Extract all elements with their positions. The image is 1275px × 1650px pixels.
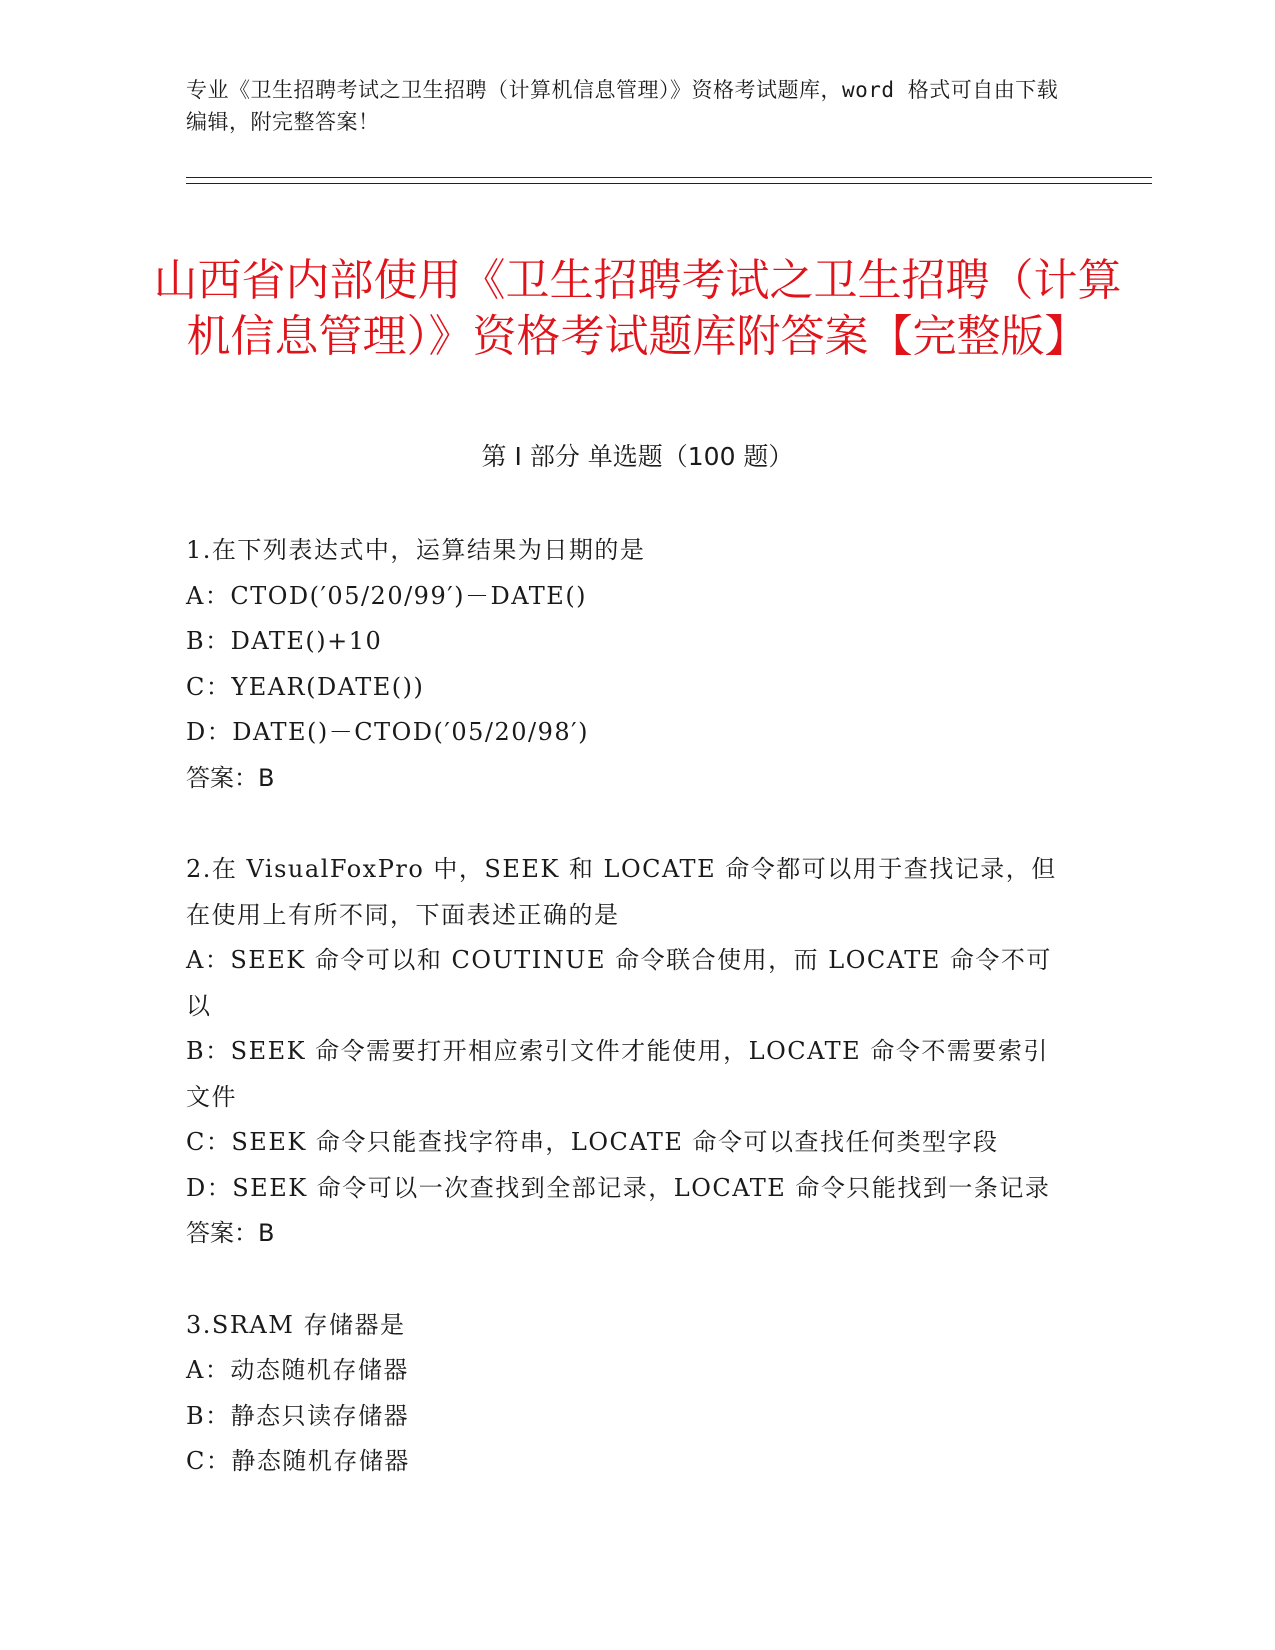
option-d: D：DATE()－CTOD(′05/20/98′) — [186, 718, 589, 746]
header-rule-bottom — [186, 183, 1152, 184]
answer: 答案：B — [186, 763, 275, 792]
option-b: B：SEEK 命令需要打开相应索引文件才能使用，LOCATE 命令不需要索引文件 — [186, 1037, 1049, 1111]
header-note: 专业《卫生招聘考试之卫生招聘（计算机信息管理）》资格考试题库，word 格式可自由下载编辑，附完整答案！ — [186, 78, 1059, 134]
header-rule-top — [186, 177, 1152, 178]
section-heading: 第 I 部分 单选题（100 题） — [481, 442, 794, 471]
option-b: B：DATE()+10 — [186, 627, 383, 655]
question-1 — [186, 528, 1066, 801]
option-a: A：动态随机存储器 — [186, 1356, 409, 1384]
question-list — [186, 528, 1066, 1531]
question-3 — [186, 1303, 1066, 1485]
option-c: C：YEAR(DATE()) — [186, 672, 425, 701]
answer: 答案：B — [186, 1219, 275, 1247]
question-stem: 2.在 VisualFoxPro 中，SEEK 和 LOCATE 命令都可以用于查找记录，但在使用上有所不同，下面表述正确的是 — [186, 855, 1057, 929]
option-c: C：静态随机存储器 — [186, 1447, 410, 1475]
document-title: 山西省内部使用《卫生招聘考试之卫生招聘（计算机信息管理）》资格考试题库附答案【完整版】 — [153, 255, 1122, 363]
option-b: B：静态只读存储器 — [186, 1401, 410, 1430]
question-stem: 3.SRAM 存储器是 — [186, 1310, 406, 1339]
option-d: D：SEEK 命令可以一次查找到全部记录，LOCATE 命令只能找到一条记录 — [186, 1173, 1051, 1202]
option-c: C：SEEK 命令只能查找字符串，LOCATE 命令可以查找任何类型字段 — [186, 1128, 999, 1156]
question-stem: 1.在下列表达式中，运算结果为日期的是 — [186, 536, 646, 564]
question-2 — [186, 847, 1066, 1257]
option-a: A：SEEK 命令可以和 COUTINUE 命令联合使用，而 LOCATE 命令不可以 — [186, 946, 1052, 1020]
option-a: A：CTOD(′05/20/99′)－DATE() — [186, 581, 588, 610]
